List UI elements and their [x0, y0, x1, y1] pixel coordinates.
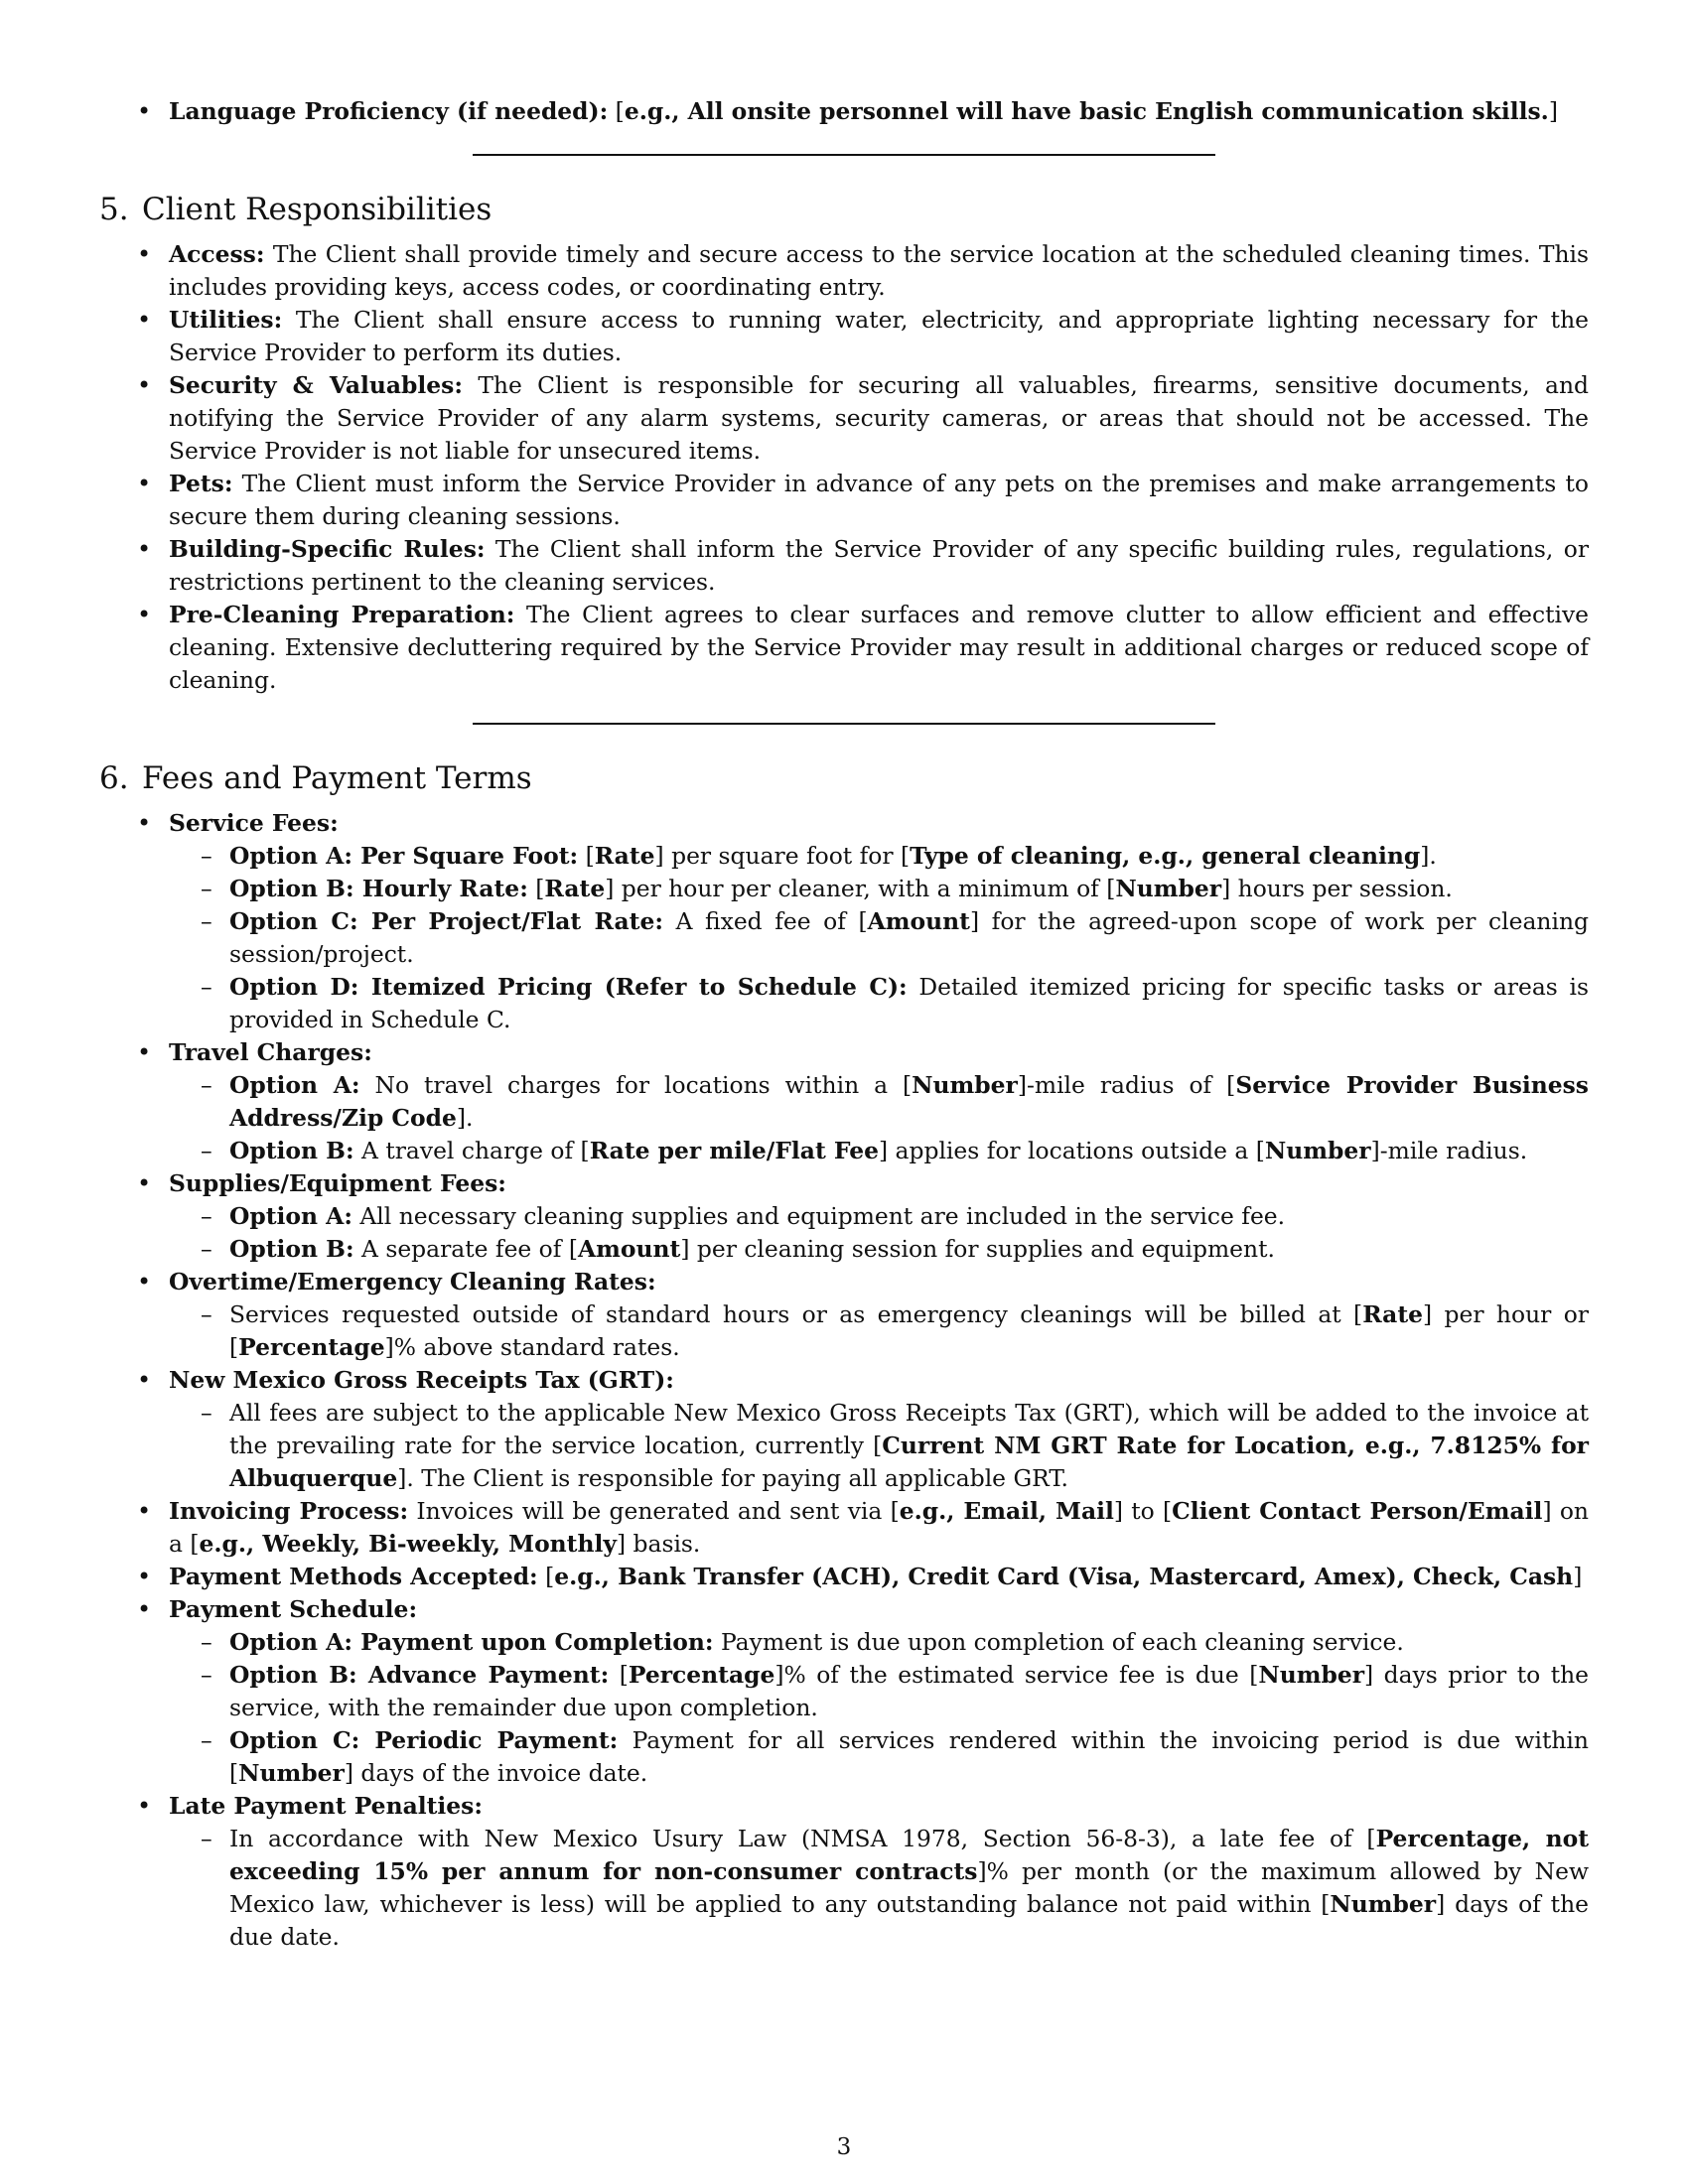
- list-item-payment-methods: [99, 1561, 1589, 1593]
- option-text: ]. The Client is responsible for paying all applicable GRT.: [397, 1464, 1068, 1492]
- list-item-pre-cleaning: [99, 599, 1589, 697]
- option-text: A separate fee of [: [353, 1235, 578, 1263]
- item-label: Language Proficiency (if needed):: [169, 97, 609, 125]
- option-text: ] hours per session.: [1221, 875, 1453, 902]
- option-text: ]% of the estimated service fee is due [: [774, 1661, 1259, 1689]
- travel-option-a: [169, 1069, 1589, 1135]
- list-item-language-proficiency: [99, 95, 1589, 128]
- option-text: A fixed fee of [: [662, 907, 868, 935]
- option-text: ] days of the invoice date.: [344, 1759, 648, 1787]
- option-text: ] per square foot for [: [654, 842, 911, 870]
- late-penalty-details: [169, 1823, 1589, 1954]
- schedule-option-b: [169, 1659, 1589, 1724]
- item-label: Utilities:: [169, 306, 283, 334]
- placeholder-text: Number: [238, 1759, 345, 1787]
- section-title: Client Responsibilities: [142, 192, 492, 227]
- item-text: [: [608, 97, 625, 125]
- overtime-details: [169, 1298, 1589, 1364]
- option-label: Option A:: [229, 1071, 360, 1099]
- item-label: Access:: [169, 240, 265, 268]
- option-text: ] days of the due date.: [229, 1890, 1589, 1951]
- option-text: ] per hour per cleaner, with a minimum of [: [605, 875, 1116, 902]
- list-item-supplies-fees: [99, 1167, 1589, 1266]
- list-item-utilities: [99, 304, 1589, 369]
- option-text: ]-mile radius.: [1370, 1137, 1528, 1164]
- option-text: ] per cleaning session for supplies and equipment.: [680, 1235, 1275, 1263]
- section-number: 5.: [99, 192, 129, 227]
- placeholder-text: Percentage, not exceeding 15% per annum for non-consumer contracts: [229, 1825, 1589, 1885]
- item-text: ] on a [: [169, 1497, 1590, 1558]
- grt-details: [169, 1397, 1589, 1495]
- placeholder-text: Number: [912, 1071, 1018, 1099]
- language-list: [99, 95, 1589, 128]
- option-text: Payment for all services rendered within the invoicing period is due within [: [229, 1726, 1589, 1787]
- option-text: ]-mile radius of [: [1017, 1071, 1236, 1099]
- placeholder-text: e.g., Bank Transfer (ACH), Credit Card (Visa, Mastercard, Amex), Check, Cash: [554, 1563, 1574, 1590]
- section-number: 6.: [99, 760, 129, 796]
- option-text: In accordance with New Mexico Usury Law (NMSA 1978, Section 56-8-3), a late fee of [: [229, 1825, 1376, 1852]
- option-text: ] applies for locations outside a [: [879, 1137, 1265, 1164]
- option-text: No travel charges for locations within a [: [359, 1071, 913, 1099]
- item-label: New Mexico Gross Receipts Tax (GRT):: [169, 1366, 674, 1394]
- option-label: Option B: Advance Payment:: [229, 1661, 610, 1689]
- travel-options: [169, 1069, 1589, 1167]
- item-label: Payment Methods Accepted:: [169, 1563, 538, 1590]
- item-label: Late Payment Penalties:: [169, 1792, 483, 1820]
- placeholder-text: Number: [1330, 1890, 1437, 1918]
- item-text: The Client must inform the Service Provider in advance of any pets on the premises and make arrangements to secure them during cleaning sessions.: [169, 470, 1589, 530]
- placeholder-text: Rate: [544, 875, 606, 902]
- list-item-travel-charges: [99, 1036, 1589, 1167]
- list-item-grt: [99, 1364, 1589, 1495]
- placeholder-text: Amount: [867, 907, 970, 935]
- option-text: ] days prior to the service, with the remainder due upon completion.: [229, 1661, 1589, 1721]
- placeholder-text: Type of cleaning, e.g., general cleaning: [910, 842, 1421, 870]
- item-label: Invoicing Process:: [169, 1497, 409, 1525]
- option-text: Detailed itemized pricing for specific tasks or areas is provided in Schedule C.: [229, 973, 1589, 1033]
- option-text: [: [527, 875, 545, 902]
- placeholder-text: e.g., All onsite personnel will have basic English communication skills.: [624, 97, 1549, 125]
- option-text: ].: [1420, 842, 1437, 870]
- option-text: ] per hour or [: [229, 1300, 1589, 1361]
- option-label: Option C: Per Project/Flat Rate:: [229, 907, 663, 935]
- item-text: The Client agrees to clear surfaces and remove clutter to allow efficient and effective cleaning. Extensive decluttering required by the Service Provider may result in additional charges or reduced scope of cleaning.: [169, 601, 1590, 694]
- section-heading-6: [99, 758, 1589, 798]
- section-divider: [473, 723, 1215, 725]
- placeholder-text: Amount: [578, 1235, 681, 1263]
- option-label: Option A:: [229, 1202, 352, 1230]
- late-penalty-detail: [169, 1823, 1589, 1954]
- placeholder-text: Percentage: [628, 1661, 775, 1689]
- fees-payment-list: [99, 807, 1589, 1954]
- placeholder-text: Current NM GRT Rate for Location, e.g., 7.8125% for Albuquerque: [229, 1432, 1589, 1492]
- schedule-option-a: [169, 1626, 1589, 1659]
- placeholder-text: Service Provider Business Address/Zip Code: [229, 1071, 1589, 1132]
- list-item-security: [99, 369, 1589, 468]
- option-text: All fees are subject to the applicable New Mexico Gross Receipts Tax (GRT), which will be added to the invoice at the prevailing rate for the service location, currently [: [229, 1399, 1589, 1459]
- placeholder-text: Client Contact Person/Email: [1172, 1497, 1543, 1525]
- option-text: Payment is due upon completion of each cleaning service.: [713, 1628, 1404, 1656]
- supplies-options: [169, 1200, 1589, 1266]
- option-b-hourly-rate: [169, 873, 1589, 905]
- option-text: Services requested outside of standard hours or as emergency cleanings will be billed at [: [229, 1300, 1363, 1328]
- section-divider: [473, 154, 1215, 156]
- option-label: Option A: Payment upon Completion:: [229, 1628, 714, 1656]
- list-item-building-rules: [99, 533, 1589, 599]
- item-label: Pets:: [169, 470, 233, 497]
- item-text: ]: [1573, 1563, 1583, 1590]
- item-label: Supplies/Equipment Fees:: [169, 1169, 506, 1197]
- option-text: ]% per month (or the maximum allowed by New Mexico law, whichever is less) will be applied to any outstanding balance not paid within [: [229, 1857, 1589, 1918]
- item-label: Pre-Cleaning Preparation:: [169, 601, 515, 628]
- option-a-per-square-foot: [169, 840, 1589, 873]
- item-text: Invoices will be generated and sent via [: [408, 1497, 900, 1525]
- option-text: ].: [456, 1104, 474, 1132]
- option-text: A travel charge of [: [353, 1137, 590, 1164]
- section-heading-5: [99, 190, 1589, 229]
- option-text: ] for the agreed-upon scope of work per cleaning session/project.: [229, 907, 1589, 968]
- item-text: The Client shall ensure access to running water, electricity, and appropriate lighting necessary for the Service Provider to perform its duties.: [169, 306, 1589, 366]
- option-label: Option B:: [229, 1235, 354, 1263]
- item-label: Building-Specific Rules:: [169, 535, 486, 563]
- document-page: [99, 95, 1589, 1954]
- schedule-option-c: [169, 1724, 1589, 1790]
- supplies-option-b: [169, 1233, 1589, 1266]
- client-responsibilities-list: [99, 238, 1589, 697]
- placeholder-text: e.g., Weekly, Bi-weekly, Monthly: [199, 1530, 617, 1558]
- option-label: Option B:: [229, 1137, 354, 1164]
- option-label: Option A: Per Square Foot:: [229, 842, 579, 870]
- placeholder-text: Rate: [1362, 1300, 1424, 1328]
- option-label: Option D: Itemized Pricing (Refer to Schedule C):: [229, 973, 908, 1001]
- supplies-option-a: [169, 1200, 1589, 1233]
- overtime-detail: [169, 1298, 1589, 1364]
- list-item-invoicing: [99, 1495, 1589, 1561]
- item-text: The Client shall provide timely and secure access to the service location at the scheduled cleaning times. This includes providing keys, access codes, or coordinating entry.: [169, 240, 1589, 301]
- option-text: [: [578, 842, 595, 870]
- page-number: 3: [836, 2134, 852, 2160]
- list-item-overtime-rates: [99, 1266, 1589, 1364]
- item-text: The Client shall inform the Service Provider of any specific building rules, regulations, or restrictions pertinent to the cleaning services.: [169, 535, 1589, 596]
- item-text: The Client is responsible for securing all valuables, firearms, sensitive documents, and notifying the Service Provider of any alarm systems, security cameras, or areas that should not be accessed. The Service Provider is not liable for unsecured items.: [169, 371, 1589, 465]
- option-label: Option C: Periodic Payment:: [229, 1726, 619, 1754]
- section-title: Fees and Payment Terms: [142, 760, 532, 796]
- list-item-pets: [99, 468, 1589, 533]
- item-label: Security & Valuables:: [169, 371, 463, 399]
- list-item-late-penalties: [99, 1790, 1589, 1954]
- option-text: All necessary cleaning supplies and equipment are included in the service fee.: [352, 1202, 1286, 1230]
- option-text: ]% above standard rates.: [384, 1333, 680, 1361]
- placeholder-text: Rate: [594, 842, 655, 870]
- placeholder-text: Number: [1264, 1137, 1371, 1164]
- list-item-service-fees: [99, 807, 1589, 1036]
- service-fees-options: [169, 840, 1589, 1036]
- travel-option-b: [169, 1135, 1589, 1167]
- option-d-itemized: [169, 971, 1589, 1036]
- placeholder-text: Number: [1115, 875, 1222, 902]
- list-item-payment-schedule: [99, 1593, 1589, 1790]
- item-label: Service Fees:: [169, 809, 339, 837]
- option-c-flat-rate: [169, 905, 1589, 971]
- item-text: [: [537, 1563, 555, 1590]
- payment-schedule-options: [169, 1626, 1589, 1790]
- option-text: [: [609, 1661, 629, 1689]
- placeholder-text: Rate per mile/Flat Fee: [589, 1137, 879, 1164]
- grt-detail: [169, 1397, 1589, 1495]
- placeholder-text: Percentage: [238, 1333, 385, 1361]
- item-label: Payment Schedule:: [169, 1595, 418, 1623]
- item-label: Travel Charges:: [169, 1038, 372, 1066]
- list-item-access: [99, 238, 1589, 304]
- placeholder-text: Number: [1258, 1661, 1365, 1689]
- placeholder-text: e.g., Email, Mail: [899, 1497, 1114, 1525]
- item-text: ] to [: [1113, 1497, 1173, 1525]
- item-text: ] basis.: [616, 1530, 701, 1558]
- option-label: Option B: Hourly Rate:: [229, 875, 528, 902]
- item-text: ]: [1548, 97, 1558, 125]
- item-label: Overtime/Emergency Cleaning Rates:: [169, 1268, 656, 1296]
